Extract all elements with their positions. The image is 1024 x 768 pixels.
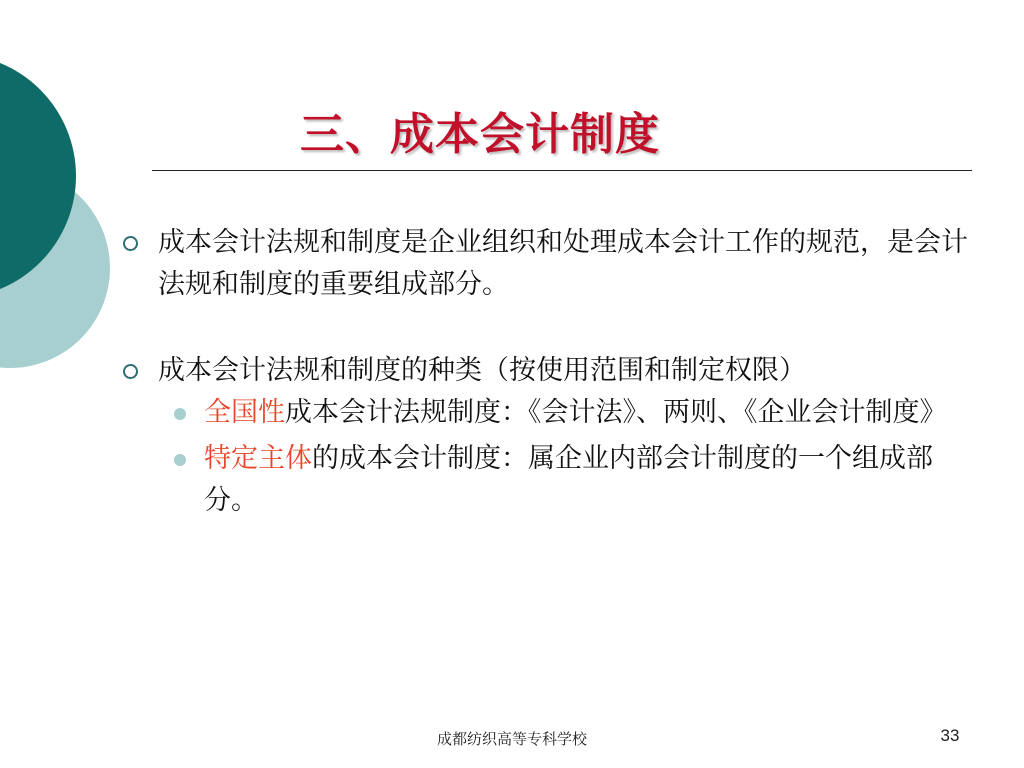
sub-item-text: 成本会计法规制度：《会计法》、两则、《企业会计制度》 — [285, 397, 947, 428]
footer-school-name: 成都纺织高等专科学校 — [436, 730, 587, 748]
title-divider — [152, 170, 972, 171]
highlight-term: 特定主体 — [204, 443, 312, 474]
sub-item-national — [162, 392, 986, 434]
sub-bullet-list — [116, 392, 986, 522]
bullet-item-definition — [116, 222, 986, 306]
bullet-text: 成本会计法规和制度的种类（按使用范围和制定权限） — [158, 355, 806, 386]
sub-item-specific-entity — [162, 438, 986, 522]
sub-item-text: 的成本会计制度：属企业内部会计制度的一个组成部分。 — [204, 443, 933, 516]
hollow-circle-icon — [123, 236, 138, 251]
bullet-text: 成本会计法规和制度是企业组织和处理成本会计工作的规范，是会计法规和制度的重要组成部分。 — [158, 227, 968, 300]
slide-body — [116, 222, 986, 522]
filled-dot-icon — [174, 408, 186, 420]
hollow-circle-icon — [123, 364, 138, 379]
highlight-term: 全国性 — [204, 397, 285, 428]
bullet-item-types — [116, 350, 986, 392]
page-title: 三、成本会计制度 — [300, 109, 660, 160]
filled-dot-icon — [174, 454, 186, 466]
page-number: 33 — [940, 726, 960, 745]
